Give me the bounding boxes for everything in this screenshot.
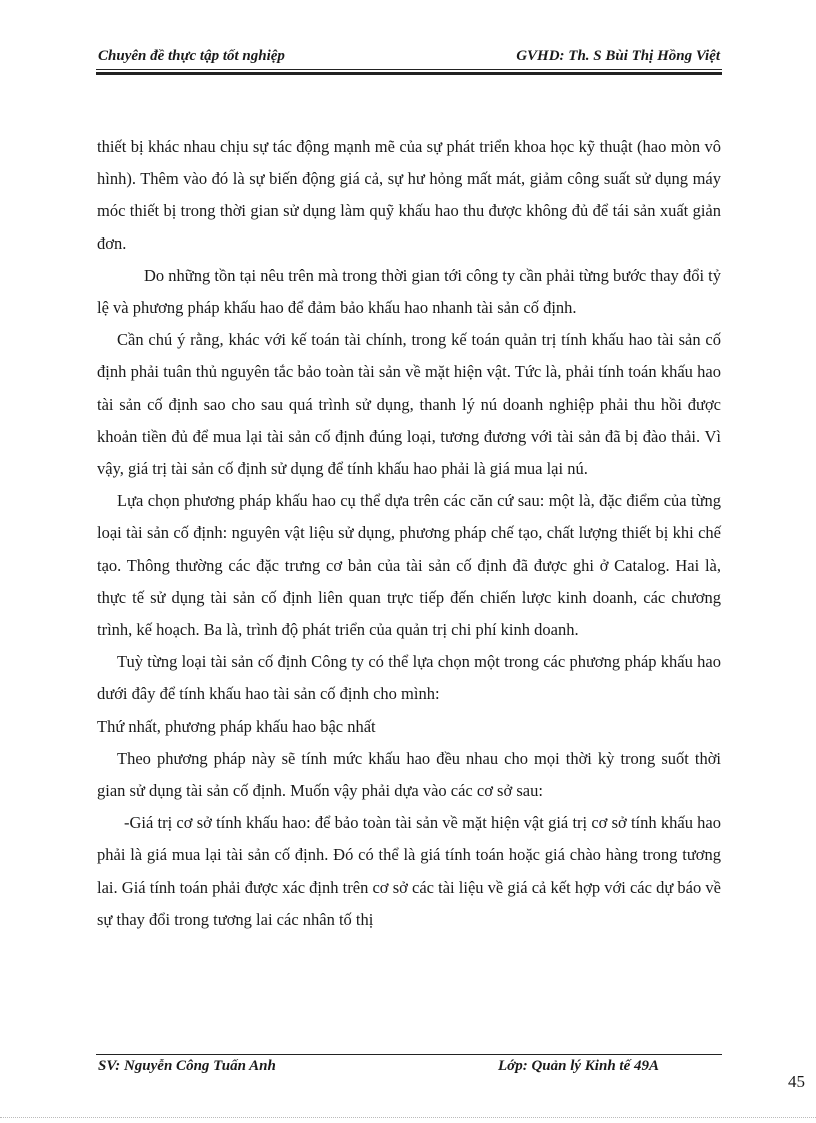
section-heading: Thứ nhất, phương pháp khấu hao bậc nhất: [97, 716, 376, 736]
paragraph: Do những tồn tại nêu trên mà trong thời gian tới công ty cần phải từng bước thay đổi tỷ lệ và phương pháp khấu hao để đảm bảo khấu hao nhanh tài sản cố định.: [97, 265, 721, 318]
paragraph: -Giá trị cơ sở tính khấu hao: để bảo toàn tài sản về mặt hiện vật giá trị cơ sở tính khấu hao phải là giá mua lại tài sản cố định. Đó có thể là giá tính toán hoặc giá chào hàng trong tương lai. Giá tính toán phải được xác định trên cơ sở các tài liệu về giá cả kết hợp với các dự báo về sự thay đổi trong tương lai các nhân tố thị: [97, 813, 721, 929]
paragraph: Theo phương pháp này sẽ tính mức khấu hao đều nhau cho mọi thời kỳ trong suốt thời gian sử dụng tài sản cố định. Muốn vậy phải dựa vào các cơ sở sau:: [97, 748, 721, 801]
footer-class: Lớp: Quản lý Kinh tế 49A: [498, 1058, 659, 1074]
paragraph: thiết bị khác nhau chịu sự tác động mạnh mẽ của sự phát triển khoa học kỹ thuật (hao mòn vô hình). Thêm vào đó là sự biến động giá cả, sự hư hỏng mất mát, giảm công suất sử dụng máy móc thiết bị trong thời gian sử dụng làm quỹ khấu hao thu được không đủ để tái sản xuất giản đơn.: [97, 137, 721, 253]
document-body: [97, 131, 721, 936]
page-edge-divider: [0, 1117, 816, 1118]
page-number: 45: [788, 1072, 805, 1091]
header-title: Chuyên đề thực tập tốt nghiệp: [98, 48, 285, 64]
header-advisor: GVHD: Th. S Bùi Thị Hồng Việt: [516, 48, 720, 64]
page-footer: [96, 1058, 722, 1080]
footer-divider: [96, 1054, 722, 1055]
page-header: [96, 44, 722, 70]
paragraph: Tuỳ từng loại tài sản cố định Công ty có thể lựa chọn một trong các phương pháp khấu hao dưới đây để tính khấu hao tài sản cố định cho mình:: [97, 652, 721, 704]
paragraph: Lựa chọn phương pháp khấu hao cụ thể dựa trên các căn cứ sau: một là, đặc điểm của từng loại tài sản cố định: nguyên vật liệu sử dụng, phương pháp chế tạo, chất lượng thiết bị khi chế tạo. Thông thường các đặc trưng cơ bản của tài sản cố định đã được ghi ở Catalog. Hai là, thực tế sử dụng tài sản cố định liên quan trực tiếp đến chiến lược kinh doanh, các chương trình, kế hoạch. Ba là, trình độ phát triển của quản trị chi phí kinh doanh.: [97, 491, 721, 640]
paragraph: Cần chú ý rằng, khác với kế toán tài chính, trong kế toán quản trị tính khấu hao tài sản cố định phải tuân thủ nguyên tắc bảo toàn tài sản về mặt hiện vật. Tức là, phải tính toán khấu hao tài sản cố định sao cho sau quá trình sử dụng, thanh lý nú doanh nghiệp phải thu hồi được khoản tiền đủ để mua lại tài sản cố định đúng loại, tương đương với tài sản đã bị đào thải. Vì vậy, giá trị tài sản cố định sử dụng để tính khấu hao phải là giá mua lại nú.: [97, 330, 721, 479]
header-divider: [96, 69, 722, 75]
footer-student: SV: Nguyễn Công Tuấn Anh: [98, 1058, 276, 1074]
